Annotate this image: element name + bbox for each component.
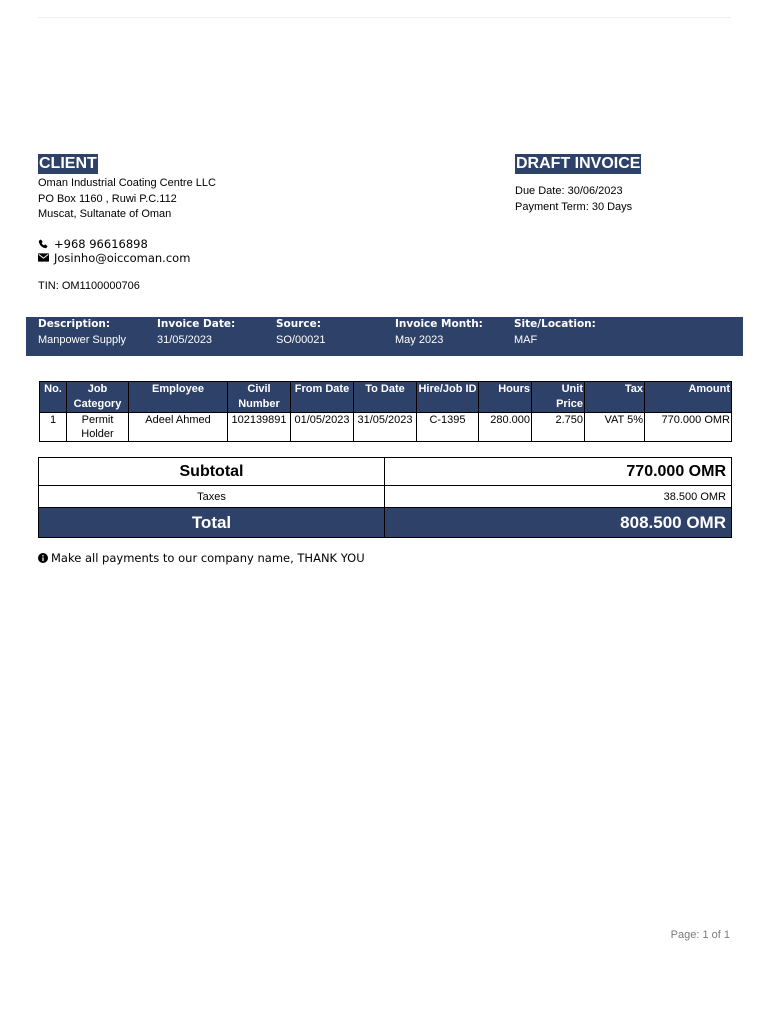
header-hours: Hours: [479, 382, 532, 413]
cell-hours: 280.000: [479, 413, 532, 442]
subtotal-row: [39, 458, 732, 486]
header-unit-price: Unit Price: [532, 382, 585, 413]
client-address: [38, 176, 358, 223]
invoice-info-band: [26, 317, 743, 356]
payment-note-text: Make all payments to our company name, THANK YOU: [51, 551, 365, 565]
header-civil-number: Civil Number: [228, 382, 291, 413]
client-tin: TIN: OM1100000706: [38, 279, 140, 292]
client-phone: +968 96616898: [54, 236, 148, 251]
client-heading: CLIENT: [39, 155, 97, 172]
table-row: [40, 413, 732, 442]
cell-unit-price: 2.750: [532, 413, 585, 442]
taxes-value: 38.500 OMR: [385, 486, 732, 508]
table-header-row: [40, 382, 732, 413]
top-divider: [38, 17, 731, 18]
invoice-block: [515, 154, 735, 215]
subtotal-value: 770.000 OMR: [385, 458, 732, 486]
client-block: [38, 154, 358, 293]
invoice-date-value: 31/05/2023: [157, 334, 213, 346]
header-to-date: To Date: [354, 382, 417, 413]
subtotal-label: Subtotal: [39, 458, 385, 486]
page-number: Page: 1 of 1: [670, 929, 730, 941]
source-value: SO/00021: [276, 334, 326, 346]
cell-civil-number: 102139891: [228, 413, 291, 442]
invoice-date-label: Invoice Date:: [157, 318, 236, 330]
header-amount: Amount: [645, 382, 732, 413]
header-job-category: Job Category: [67, 382, 129, 413]
totals-table: [38, 457, 732, 538]
invoice-month-value: May 2023: [395, 334, 444, 346]
invoice-heading: DRAFT INVOICE: [516, 155, 641, 172]
cell-to-date: 31/05/2023: [354, 413, 417, 442]
cell-tax: VAT 5%: [585, 413, 645, 442]
header-tax: Tax: [585, 382, 645, 413]
client-address-line-1: PO Box 1160 , Ruwi P.C.112: [38, 192, 177, 205]
taxes-label: Taxes: [39, 486, 385, 508]
cell-from-date: 01/05/2023: [291, 413, 354, 442]
description-label: Description:: [38, 318, 111, 330]
client-name: Oman Industrial Coating Centre LLC: [38, 177, 216, 189]
header-no: No.: [40, 382, 67, 413]
client-phone-row: [38, 237, 358, 251]
cell-job-category: Permit Holder: [67, 413, 129, 442]
header-hire-job-id: Hire/Job ID: [417, 382, 479, 413]
payment-term: Payment Term: 30 Days: [515, 201, 633, 213]
client-address-line-2: Muscat, Sultanate of Oman: [38, 208, 172, 220]
envelope-icon: [38, 253, 54, 262]
invoice-terms: [515, 183, 735, 215]
total-value: 808.500 OMR: [385, 508, 732, 538]
due-date: Due Date: 30/06/2023: [515, 185, 623, 197]
site-value: MAF: [514, 334, 538, 346]
cell-amount: 770.000 OMR: [645, 413, 732, 442]
header-employee: Employee: [129, 382, 228, 413]
site-label: Site/Location:: [514, 318, 596, 330]
info-circle-icon: [38, 553, 51, 563]
invoice-month-label: Invoice Month:: [395, 318, 483, 330]
client-email-row: [38, 251, 358, 265]
payment-note: [38, 551, 365, 565]
header-from-date: From Date: [291, 382, 354, 413]
source-label: Source:: [276, 318, 321, 330]
client-email[interactable]: Josinho@oiccoman.com: [54, 250, 191, 265]
phone-icon: [38, 239, 54, 249]
cell-hire-job-id: C-1395: [417, 413, 479, 442]
total-row: [39, 508, 732, 538]
invoice-lines-table: [39, 381, 732, 442]
cell-no: 1: [40, 413, 67, 442]
total-label: Total: [39, 508, 385, 538]
cell-employee: Adeel Ahmed: [129, 413, 228, 442]
taxes-row: [39, 486, 732, 508]
description-value: Manpower Supply: [38, 334, 127, 346]
client-contact: [38, 237, 358, 265]
